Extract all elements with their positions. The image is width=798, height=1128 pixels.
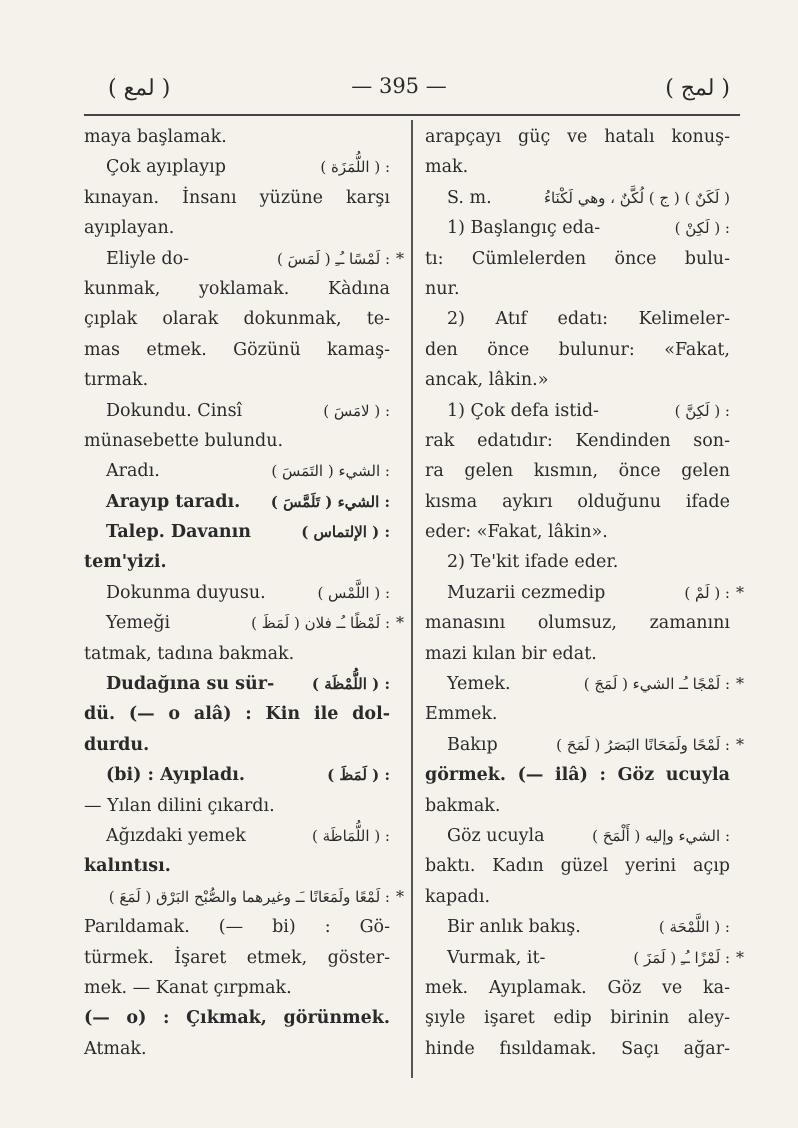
column-divider bbox=[411, 120, 413, 1078]
dictionary-line bbox=[425, 791, 730, 821]
dictionary-line bbox=[84, 335, 390, 365]
arabic-headword: : ( لَمْ ) bbox=[684, 583, 730, 602]
arabic-headword: : ( الإلتماس ) bbox=[301, 523, 390, 542]
dictionary-line bbox=[425, 1003, 730, 1033]
dictionary-line bbox=[425, 973, 730, 1003]
dictionary-line bbox=[425, 547, 730, 577]
dictionary-line bbox=[84, 122, 390, 152]
dictionary-line bbox=[425, 669, 744, 699]
dictionary-line bbox=[84, 365, 390, 395]
line-text: şıyle işaret edip birinin aley- bbox=[425, 1008, 730, 1029]
dictionary-line bbox=[425, 213, 730, 243]
dictionary-line bbox=[425, 183, 730, 213]
arabic-headword: : ( اللُّمَزَة ) bbox=[320, 158, 390, 177]
line-text: ra gelen kısmın, önce gelen bbox=[425, 461, 730, 482]
line-text: kınayan. İnsanı yüzüne karşı bbox=[84, 187, 390, 208]
dictionary-line bbox=[84, 547, 390, 577]
line-text: Eliyle do- bbox=[106, 248, 190, 269]
dictionary-line bbox=[84, 608, 404, 638]
line-text: kalıntısı. bbox=[84, 856, 171, 877]
line-text: baktı. Kadın güzel yerini açıp bbox=[425, 856, 730, 877]
line-text: (bi) : Ayıpladı. bbox=[106, 765, 245, 786]
line-text: tırmak. bbox=[84, 370, 149, 391]
dictionary-line bbox=[84, 213, 390, 243]
dictionary-line bbox=[84, 1003, 390, 1033]
line-text: S. m. bbox=[447, 187, 492, 208]
dictionary-line bbox=[84, 821, 390, 851]
dictionary-line bbox=[425, 821, 730, 851]
line-text: mek. Ayıplamak. Göz ve ka- bbox=[425, 977, 730, 998]
dictionary-line bbox=[84, 639, 390, 669]
dictionary-line bbox=[84, 183, 390, 213]
header-rule bbox=[84, 114, 740, 116]
arabic-headword: : ( لَكِنْ ) bbox=[674, 219, 730, 238]
line-text: Talep. Davanın bbox=[106, 522, 252, 543]
entry-star-marker: * bbox=[736, 674, 744, 694]
arabic-headword: : ( لامَسَ ) bbox=[323, 401, 390, 420]
page-header bbox=[0, 70, 798, 110]
line-text: hinde fısıldamak. Saçı ağar- bbox=[425, 1038, 730, 1059]
dictionary-line bbox=[425, 456, 730, 486]
dictionary-line bbox=[84, 730, 390, 760]
arabic-headword: : ( اللُّمَاظَة ) bbox=[312, 826, 390, 845]
arabic-headword: : لَمْحًا ولَمَحَانًا البَصَرُ ( لَمَحَ ) bbox=[556, 735, 730, 754]
line-text: maya başlamak. bbox=[84, 127, 227, 147]
line-text: Çok ayıplayıp bbox=[106, 157, 226, 178]
dictionary-line bbox=[425, 487, 730, 517]
arabic-headword: : لَمْظًا ـُـ فلان ( لَمَظَ ) bbox=[251, 614, 390, 633]
dictionary-line bbox=[84, 791, 390, 821]
dictionary-line bbox=[84, 882, 404, 912]
line-text: Muzarii cezmedip bbox=[447, 582, 606, 603]
dictionary-line bbox=[84, 487, 390, 517]
entry-star-marker: * bbox=[736, 582, 744, 602]
dictionary-line bbox=[425, 578, 744, 608]
dictionary-line bbox=[84, 152, 390, 182]
page-number: — 395 — bbox=[351, 74, 447, 98]
line-text: Dokundu. Cinsî bbox=[106, 400, 243, 421]
dictionary-line bbox=[425, 730, 744, 760]
line-text: manasını olumsuz, zamanını bbox=[425, 613, 730, 634]
dictionary-line bbox=[84, 578, 390, 608]
dictionary-line bbox=[425, 699, 730, 729]
line-text: durdu. bbox=[84, 734, 150, 755]
line-text: Dudağına su sür- bbox=[106, 674, 275, 695]
dictionary-line bbox=[84, 426, 390, 456]
dictionary-line bbox=[84, 274, 390, 304]
line-text: — Yılan dilini çıkardı. bbox=[84, 795, 275, 816]
arabic-headword: : لَمْسًا ـُـِ ( لَمَسَ ) bbox=[277, 249, 390, 268]
dictionary-line bbox=[84, 760, 390, 790]
dictionary-line bbox=[84, 973, 390, 1003]
dictionary-line bbox=[425, 517, 730, 547]
dictionary-line bbox=[425, 365, 730, 395]
dictionary-line bbox=[84, 943, 390, 973]
entry-star-marker: * bbox=[396, 613, 404, 633]
line-text: Bir anlık bakış. bbox=[447, 917, 581, 938]
dictionary-line bbox=[425, 304, 730, 334]
dictionary-line bbox=[425, 851, 730, 881]
dictionary-line bbox=[425, 608, 730, 638]
dictionary-line bbox=[425, 426, 730, 456]
line-text: kunmak, yoklamak. Kàdına bbox=[84, 278, 390, 299]
entry-star-marker: * bbox=[396, 886, 404, 906]
dictionary-line bbox=[84, 244, 404, 274]
dictionary-line bbox=[425, 639, 730, 669]
dictionary-line bbox=[84, 1034, 390, 1064]
line-text: kapadı. bbox=[425, 886, 491, 907]
line-text: Bakıp bbox=[447, 734, 498, 755]
arabic-headword: : لَمْعًا ولَمَعَانًا ـَـ وغيرهما والصُّبْح البَرْق ( لَمَعَ ) bbox=[108, 887, 390, 906]
dictionary-line bbox=[84, 304, 390, 334]
dictionary-line bbox=[84, 669, 390, 699]
arabic-headword: : الشيء ( التَمَسَ ) bbox=[271, 462, 390, 481]
dictionary-line bbox=[425, 912, 730, 942]
dictionary-line bbox=[425, 1034, 730, 1064]
line-text: Atmak. bbox=[84, 1038, 147, 1059]
entry-star-marker: * bbox=[396, 248, 404, 268]
line-text: Emmek. bbox=[425, 704, 498, 725]
arabic-headword: ( لَكَنٌ ) ( ج ) لُكَّنٌ ، وهي لَكْنَاءُ bbox=[543, 188, 730, 207]
dictionary-line bbox=[425, 152, 730, 182]
line-text: 1) Çok defa istid- bbox=[447, 400, 599, 421]
arabic-headword: : ( لَمَظَ ) bbox=[327, 766, 390, 785]
line-text: Aradı. bbox=[106, 461, 160, 482]
line-text: (— o) : Çıkmak, görünmek. bbox=[84, 1008, 390, 1029]
line-text: Dokunma duyusu. bbox=[106, 582, 266, 603]
line-text: 2) Atıf edatı: Kelimeler- bbox=[447, 309, 730, 330]
right-column bbox=[425, 122, 744, 1064]
line-text: mas etmek. Gözünü kamaş- bbox=[84, 339, 390, 360]
entry-star-marker: * bbox=[736, 947, 744, 967]
line-text: 2) Te'kit ifade eder. bbox=[447, 552, 619, 573]
dictionary-line bbox=[425, 943, 744, 973]
header-left-guideword: ( لمع ) bbox=[108, 76, 171, 101]
line-text: Vurmak, it- bbox=[447, 947, 546, 968]
line-text: tatmak, tadına bakmak. bbox=[84, 643, 295, 664]
left-column bbox=[84, 122, 404, 1064]
entry-star-marker: * bbox=[736, 734, 744, 754]
line-text: bakmak. bbox=[425, 795, 501, 816]
line-text: çıplak olarak dokunmak, te- bbox=[84, 309, 390, 330]
arabic-headword: : ( اللَّمْس ) bbox=[317, 583, 390, 602]
line-text: Arayıp taradı. bbox=[106, 491, 241, 512]
line-text: kısma aykırı olduğunu ifade bbox=[425, 491, 730, 512]
dictionary-line bbox=[425, 122, 730, 152]
line-text: mak. bbox=[425, 157, 469, 178]
dictionary-line bbox=[84, 456, 390, 486]
line-text: 1) Başlangıç eda- bbox=[447, 218, 601, 239]
dictionary-line bbox=[84, 699, 390, 729]
line-text: türmek. İşaret etmek, göster- bbox=[84, 947, 390, 968]
line-text: tı: Cümlelerden önce bulu- bbox=[425, 248, 730, 269]
arabic-headword: : الشيء ( تَلَمَّسَ ) bbox=[270, 492, 390, 511]
dictionary-line bbox=[84, 912, 390, 942]
dictionary-line bbox=[84, 396, 390, 426]
line-text: ancak, lâkin.» bbox=[425, 370, 549, 391]
line-text: Parıldamak. (— bi) : Gö- bbox=[84, 917, 390, 938]
line-text: arapçayı güç ve hatalı konuş- bbox=[425, 127, 730, 147]
line-text: den önce bulunur: «Fakat, bbox=[425, 339, 730, 360]
dictionary-line bbox=[425, 760, 730, 790]
dictionary-line bbox=[425, 396, 730, 426]
dictionary-line bbox=[425, 882, 730, 912]
line-text: mek. — Kanat çırpmak. bbox=[84, 977, 292, 998]
arabic-headword: : لَمْزًا ـُـِ ( لَمَزَ ) bbox=[633, 948, 730, 967]
arabic-headword: : ( اللُّمْظَة ) bbox=[311, 675, 390, 694]
dictionary-line bbox=[425, 335, 730, 365]
header-right-guideword: ( لمج ) bbox=[665, 76, 730, 101]
line-text: mazi kılan bir edat. bbox=[425, 643, 597, 664]
arabic-headword: : ( لَكِنَّ ) bbox=[674, 401, 730, 420]
arabic-headword: : ( اللَّمْحَة ) bbox=[658, 918, 730, 937]
line-text: Yemek. bbox=[447, 674, 511, 695]
dictionary-line bbox=[425, 244, 730, 274]
line-text: Ağızdaki yemek bbox=[106, 825, 246, 846]
line-text: tem'yizi. bbox=[84, 552, 167, 573]
dictionary-line bbox=[84, 851, 390, 881]
line-text: münasebette bulundu. bbox=[84, 430, 284, 451]
dictionary-line bbox=[84, 517, 390, 547]
line-text: ayıplayan. bbox=[84, 218, 175, 239]
line-text: Göz ucuyla bbox=[447, 825, 545, 846]
line-text: eder: «Fakat, lâkin». bbox=[425, 522, 608, 543]
line-text: dü. (— o alâ) : Kin ile dol- bbox=[84, 704, 390, 725]
line-text: Yemeği bbox=[106, 613, 171, 634]
line-text: nur. bbox=[425, 278, 460, 299]
line-text: görmek. (— ilâ) : Göz ucuyla bbox=[425, 765, 730, 786]
arabic-headword: : لَمْجًا ـُـ الشيء ( لَمَجَ ) bbox=[583, 675, 730, 694]
arabic-headword: : الشيء وإليه ( أَلْمَحَ ) bbox=[592, 826, 730, 845]
line-text: rak edatıdır: Kendinden son- bbox=[425, 430, 730, 451]
dictionary-line bbox=[425, 274, 730, 304]
